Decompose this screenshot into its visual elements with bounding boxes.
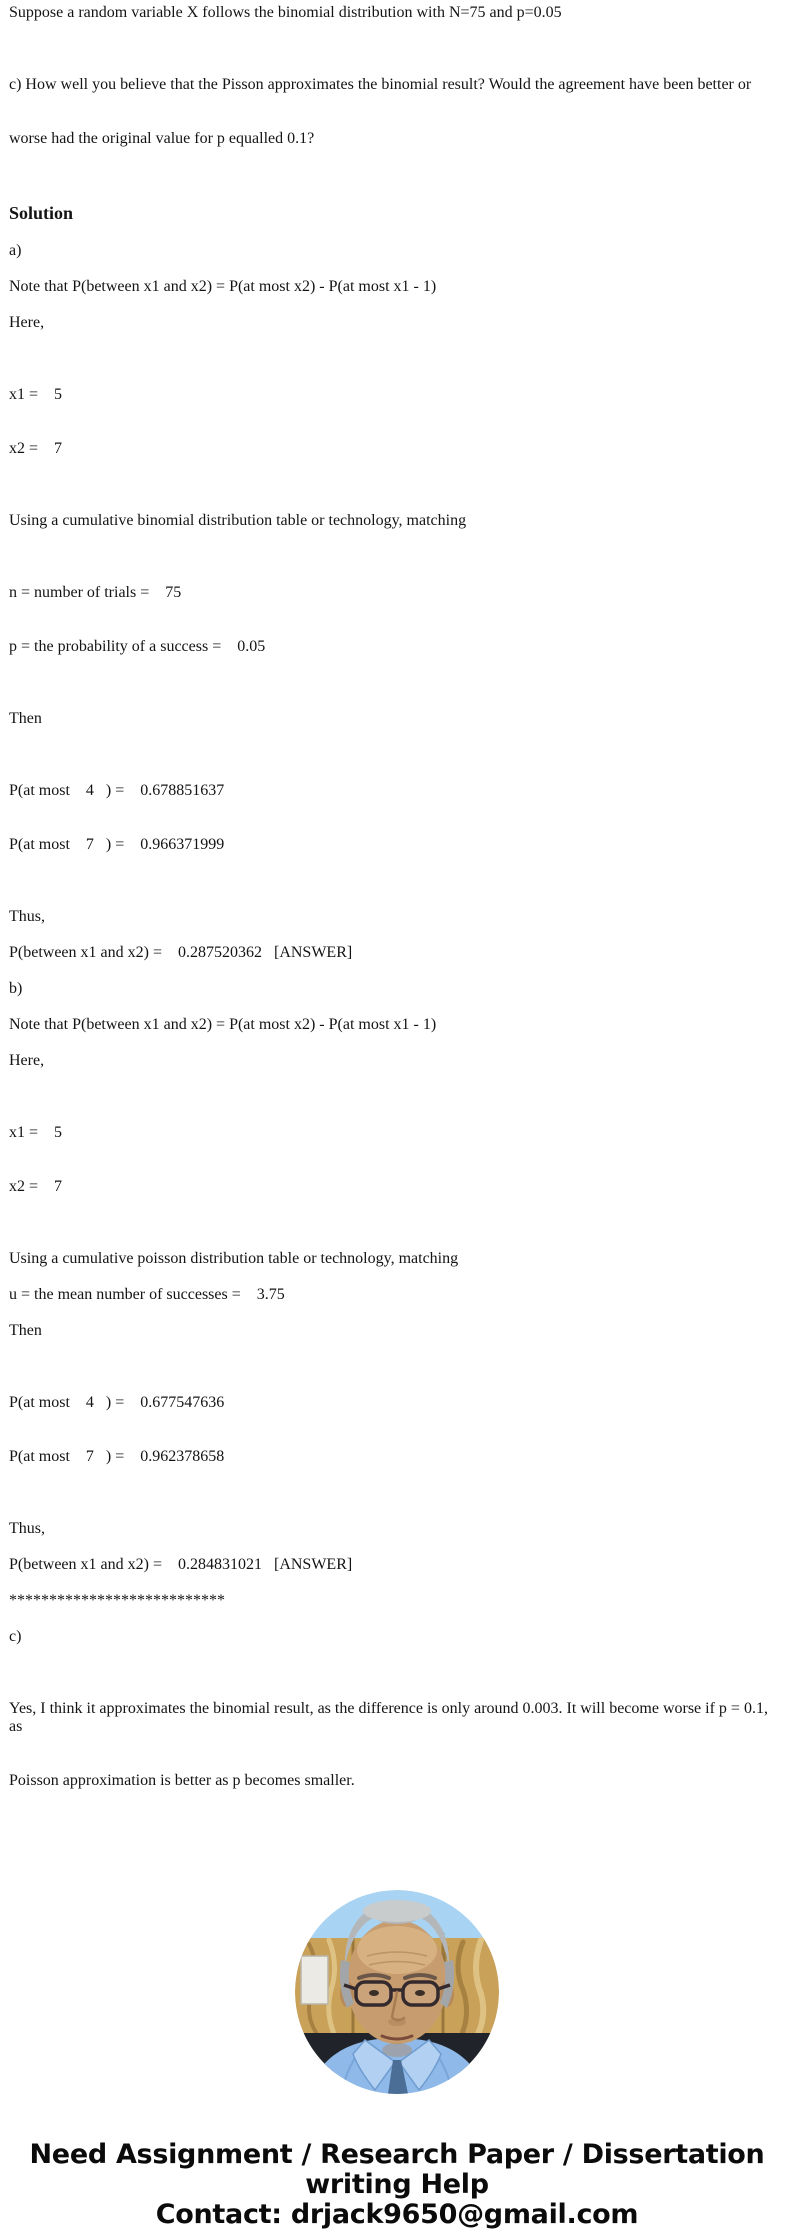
photo-eye-right <box>415 1990 425 1996</box>
p-success-value: p = the probability of a success = 0.05 <box>9 638 266 655</box>
advert-line-2: writing Help <box>305 2169 489 2200</box>
answer-c <box>9 1664 785 1826</box>
photo-nose-shadow <box>388 2018 406 2026</box>
x-values-a <box>9 350 785 494</box>
advert-line-1: Need Assignment / Research Paper / Dissertation <box>29 2139 765 2170</box>
p-at-most-7-binomial: P(at most 7 ) = 0.966371999 <box>9 836 225 853</box>
poisson-probabilities <box>9 1358 785 1502</box>
answer-c-line-1: Yes, I think it approximates the binomial result, as the difference is only around 0.003. It will become worse if p = 0.1, as <box>9 1700 772 1735</box>
binomial-table-note: Using a cumulative binomial distribution table or technology, matching <box>9 512 467 529</box>
photo-eye-left <box>369 1990 379 1996</box>
part-c-label: c) <box>9 1628 22 1645</box>
part-a-label: a) <box>9 242 22 259</box>
thus-label-a: Thus, <box>9 908 45 925</box>
x-values-b <box>9 1088 785 1232</box>
x2-value-b: x2 = 7 <box>9 1178 63 1195</box>
question-c-line-2: worse had the original value for p equalled 0.1? <box>9 130 315 147</box>
poisson-table-note: Using a cumulative poisson distribution table or technology, matching <box>9 1250 459 1267</box>
poisson-mean-value: u = the mean number of successes = 3.75 <box>9 1286 285 1303</box>
x1-value-b: x1 = 5 <box>9 1124 63 1141</box>
photo-chin-shadow <box>382 2043 412 2057</box>
advert-banner <box>9 2140 785 2230</box>
note-formula-b: Note that P(between x1 and x2) = P(at most x2) - P(at most x1 - 1) <box>9 1016 437 1033</box>
problem-statement: Suppose a random variable X follows the binomial distribution with N=75 and p=0.05 <box>9 4 562 21</box>
photo-hair-top <box>363 1900 431 1922</box>
thus-label-b: Thus, <box>9 1520 45 1537</box>
then-label-b: Then <box>9 1322 42 1339</box>
p-at-most-4-binomial: P(at most 4 ) = 0.678851637 <box>9 782 225 799</box>
photo-wall-panel <box>301 1956 328 2004</box>
answer-a: P(between x1 and x2) = 0.287520362 [ANSWER] <box>9 944 353 961</box>
tutor-avatar-photo <box>295 1890 499 2094</box>
separator-asterisks: *************************** <box>9 1592 225 1609</box>
here-label-b: Here, <box>9 1052 45 1069</box>
answer-b: P(between x1 and x2) = 0.284831021 [ANSWER] <box>9 1556 353 1573</box>
tutor-photo-container <box>9 1890 785 2094</box>
answer-c-line-2: Poisson approximation is better as p becomes smaller. <box>9 1772 355 1789</box>
then-label-a: Then <box>9 710 42 727</box>
x2-value-a: x2 = 7 <box>9 440 63 457</box>
question-c-line-1: c) How well you believe that the Pisson approximates the binomial result? Would the agreement have been better or <box>9 76 752 93</box>
solution-heading: Solution <box>9 203 74 223</box>
p-at-most-7-poisson: P(at most 7 ) = 0.962378658 <box>9 1448 225 1465</box>
p-at-most-4-poisson: P(at most 4 ) = 0.677547636 <box>9 1394 225 1411</box>
binomial-probabilities <box>9 746 785 890</box>
photo-forehead-highlight <box>357 1926 437 1974</box>
note-formula-a: Note that P(between x1 and x2) = P(at most x2) - P(at most x1 - 1) <box>9 278 437 295</box>
x1-value-a: x1 = 5 <box>9 386 63 403</box>
n-trials-value: n = number of trials = 75 <box>9 584 182 601</box>
question-c <box>9 40 785 184</box>
binomial-parameters <box>9 548 785 692</box>
here-label-a: Here, <box>9 314 45 331</box>
part-b-label: b) <box>9 980 23 997</box>
advert-contact-email: Contact: drjack9650@gmail.com <box>155 2199 639 2230</box>
